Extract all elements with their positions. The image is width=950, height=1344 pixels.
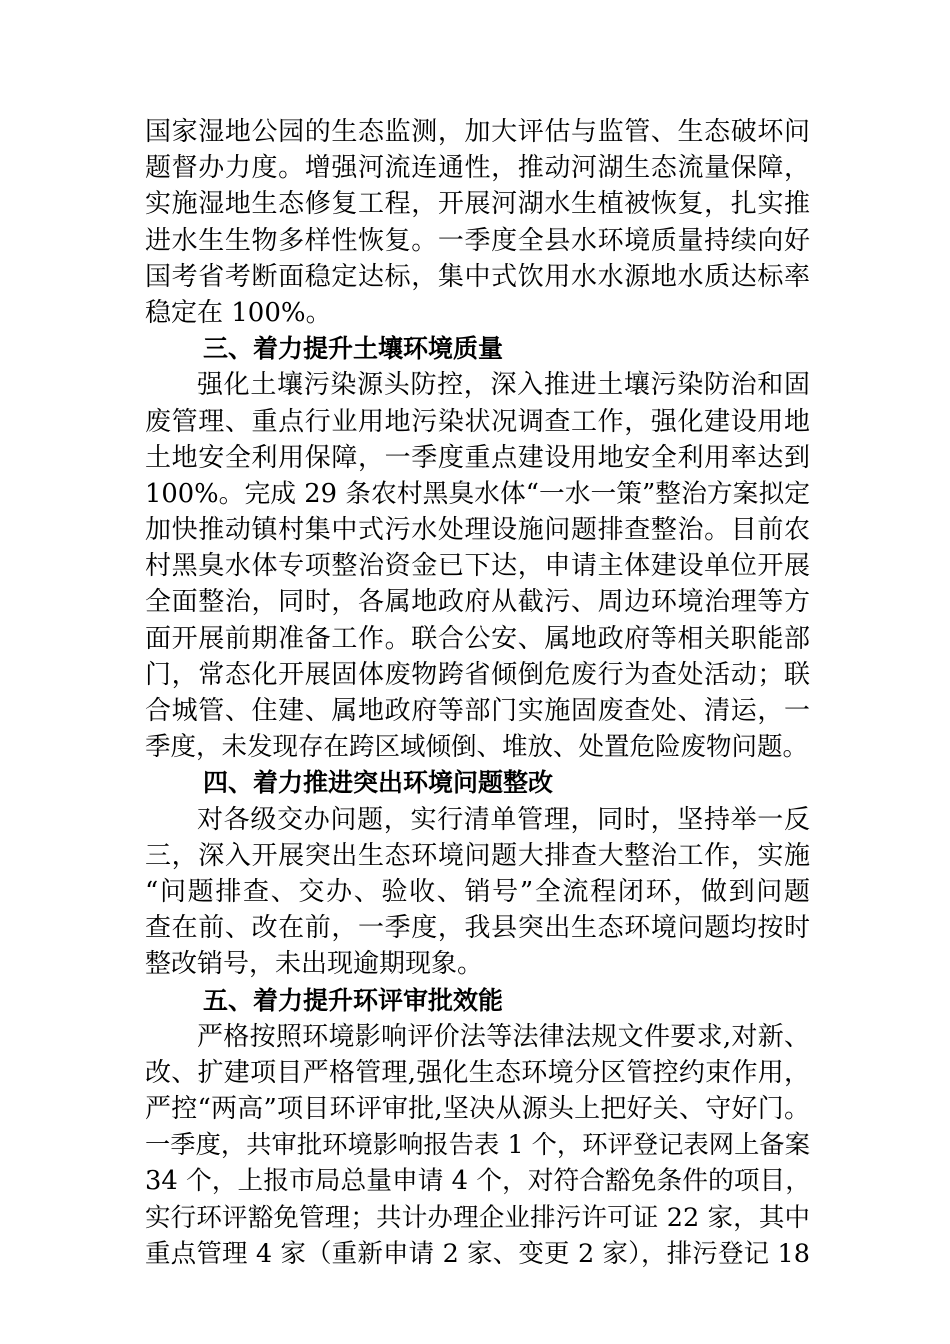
body-line: 严控“两高”项目环评审批,坚决从源头上把好关、守好门。 <box>145 1094 810 1125</box>
body-line: 34 个，上报市局总量申请 4 个，对符合豁免条件的项目， <box>145 1166 811 1197</box>
body-line: 国家湿地公园的生态监测，加大评估与监管、生态破坏问 <box>145 117 810 147</box>
section-heading-3: 三、着力提升土壤环境质量 <box>203 334 504 364</box>
body-line: 全面整治，同时，各属地政府从截污、周边环境治理等方 <box>145 587 810 618</box>
section-heading-4: 四、着力推进突出环境问题整改 <box>203 768 554 798</box>
body-line: 国考省考断面稳定达标，集中式饮用水水源地水质达标率 <box>145 261 810 292</box>
body-line: 100%。完成 29 条农村黑臭水体“一水一策”整治方案拟定 <box>145 478 810 509</box>
body-line: 题督办力度。增强河流连通性，推动河湖生态流量保障， <box>145 153 810 184</box>
body-line: 进水生生物多样性恢复。一季度全县水环境质量持续向好 <box>145 225 810 256</box>
body-line: “问题排查、交办、验收、销号”全流程闭环，做到问题 <box>145 876 810 907</box>
body-line: 重点管理 4 家（重新申请 2 家、变更 2 家），排污登记 18 <box>145 1238 810 1269</box>
body-line: 强化土壤污染源头防控，深入推进土壤污染防治和固 <box>197 370 810 401</box>
body-line: 加快推动镇村集中式污水处理设施问题排查整治。目前农 <box>145 515 810 546</box>
body-line: 稳定在 100%。 <box>145 297 332 328</box>
body-line: 村黑臭水体专项整治资金已下达，申请主体建设单位开展 <box>145 551 810 582</box>
body-line: 实行环评豁免管理；共计办理企业排污许可证 22 家，其中 <box>145 1202 810 1233</box>
section-heading-5: 五、着力提升环评审批效能 <box>203 985 504 1015</box>
body-line: 合城管、住建、属地政府等部门实施固废查处、清运，一 <box>145 696 810 726</box>
body-line: 改、扩建项目严格管理,强化生态环境分区管控约束作用， <box>145 1057 810 1088</box>
body-line: 土地安全利用保障，一季度重点建设用地安全利用率达到 <box>145 442 810 473</box>
body-line: 门，常态化开展固体废物跨省倾倒危废行为查处活动；联 <box>145 659 810 690</box>
body-line: 整改销号，未出现逾期现象。 <box>145 949 484 980</box>
body-line: 三，深入开展突出生态环境问题大排查大整治工作，实施 <box>145 840 810 871</box>
body-line: 对各级交办问题，实行清单管理，同时，坚持举一反 <box>197 804 810 835</box>
body-line: 废管理、重点行业用地污染状况调查工作，强化建设用地 <box>145 406 810 437</box>
body-line: 严格按照环境影响评价法等法律法规文件要求,对新、 <box>197 1021 810 1052</box>
document-page <box>145 114 810 1272</box>
body-line: 一季度，共审批环境影响报告表 1 个，环评登记表网上备案 <box>145 1130 810 1160</box>
body-line: 面开展前期准备工作。联合公安、属地政府等相关职能部 <box>145 623 810 654</box>
body-line: 实施湿地生态修复工程，开展河湖水生植被恢复，扎实推 <box>145 189 810 220</box>
body-line: 季度，未发现存在跨区域倾倒、堆放、处置危险废物问题。 <box>145 732 809 763</box>
body-line: 查在前、改在前，一季度，我县突出生态环境问题均按时 <box>145 913 810 944</box>
